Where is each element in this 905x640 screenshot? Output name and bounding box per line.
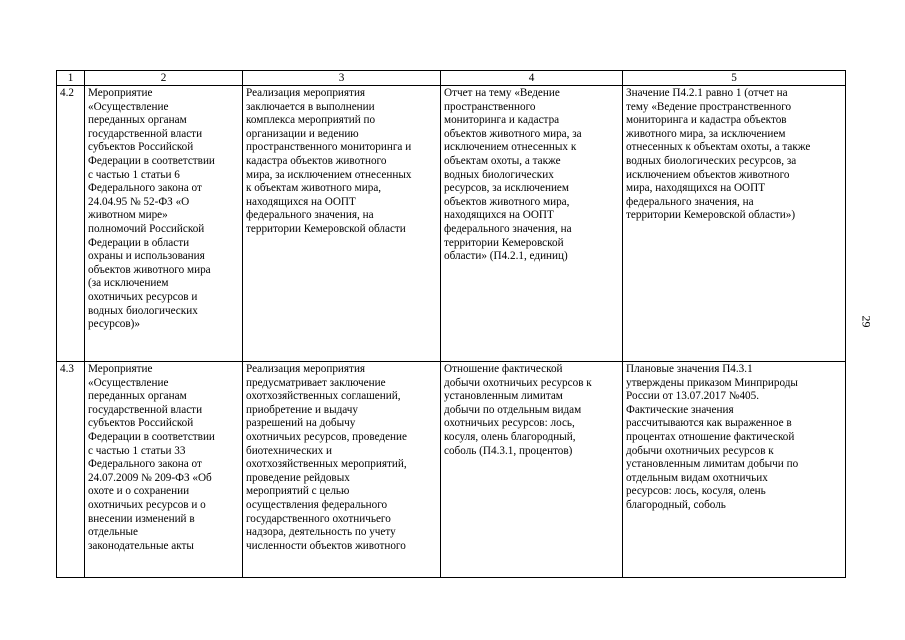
header-col-3: 3 — [243, 71, 441, 86]
implementation-cell: Реализация мероприятия заключается в выполнении комплекса мероприятий по организации и ведению пространственного мониторинга и кадастра объектов животного мира, за исключением отнесенных к объектам животного мира, находящихся на ООПТ федерального значения, на территории Кемеровской области — [243, 86, 441, 362]
event-cell: Мероприятие «Осуществление переданных органам государственной власти субъектов Российской Федерации в соответствии с частью 1 статьи 33 Федерального закона от 24.07.2009 № 209-ФЗ «Об охоте и о сохранении охотничьих ресурсов и о внесении изменений в отдельные законодательные акты — [85, 362, 243, 578]
value-cell: Значение П4.2.1 равно 1 (отчет на тему «Ведение пространственного мониторинга и кадастра объектов животного мира, за исключением отнесенных к объектам охоты, а также водных биологических ресурсов, за исключением объектов животного мира, находящихся на ООПТ федерального значения, на территории Кемеровской области») — [623, 86, 846, 362]
header-col-4: 4 — [441, 71, 623, 86]
row-number: 4.3 — [57, 362, 85, 578]
header-col-2: 2 — [85, 71, 243, 86]
page-number: 29 — [859, 315, 874, 328]
header-col-1: 1 — [57, 71, 85, 86]
header-col-5: 5 — [623, 71, 846, 86]
value-cell: Плановые значения П4.3.1 утверждены приказом Минприроды России от 13.07.2017 №405. Фактические значения рассчитываются как выраженное в процентах отношение фактической добычи охотничьих ресурсов к установленным лимитам добычи по отдельным видам охотничьих ресурсов: лось, косуля, олень благородный, соболь — [623, 362, 846, 578]
measures-table — [56, 70, 846, 578]
report-cell: Отчет на тему «Ведение пространственного мониторинга и кадастра объектов животного мира, за исключением отнесенных к объектам охоты, а также водных биологических ресурсов, за исключением объектов животного мира, находящихся на ООПТ федерального значения, на территории Кемеровской области» (П4.2.1, единиц) — [441, 86, 623, 362]
table-row — [57, 86, 846, 362]
implementation-cell: Реализация мероприятия предусматривает заключение охотхозяйственных соглашений, приобретение и выдачу разрешений на добычу охотничьих ресурсов, проведение биотехнических и охотхозяйственных мероприятий, проведение рейдовых мероприятий с целью осуществления федерального государственного охотничьего надзора, деятельность по учету численности объектов животного — [243, 362, 441, 578]
row-number: 4.2 — [57, 86, 85, 362]
table-row — [57, 362, 846, 578]
event-cell: Мероприятие «Осуществление переданных органам государственной власти субъектов Российской Федерации в соответствии с частью 1 статьи 6 Федерального закона от 24.04.95 № 52-ФЗ «О животном мире» полномочий Российской Федерации в области охраны и использования объектов животного мира (за исключением охотничьих ресурсов и водных биологических ресурсов)» — [85, 86, 243, 362]
table-header-row — [57, 71, 846, 86]
report-cell: Отношение фактической добычи охотничьих ресурсов к установленным лимитам добычи по отдельным видам охотничьих ресурсов: лось, косуля, олень благородный, соболь (П4.3.1, процентов) — [441, 362, 623, 578]
